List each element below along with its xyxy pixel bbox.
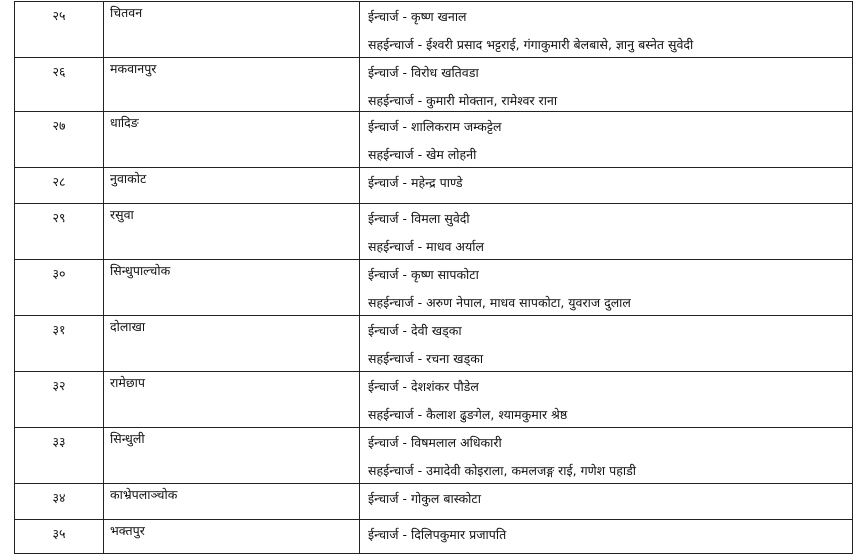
row-number: ३३ [15,428,104,484]
table-row [15,204,853,260]
co-incharge-text: सहईन्चार्ज - अरुण नेपाल, माधव सापकोटा, युवराज दुलाल [368,295,631,310]
incharge-text: ईन्चार्ज - कृष्ण सापकोटा [368,267,479,282]
incharge-text: ईन्चार्ज - देवी खड्का [368,323,462,338]
co-incharge-text: सहईन्चार्ज - माधव अर्याल [368,239,484,254]
co-incharge-text: सहईन्चार्ज - कुमारी मोक्तान, रामेश्वर राना [368,93,558,108]
co-incharge-text: सहईन्चार्ज - रचना खड्का [368,351,484,366]
district-name: धादिङ [104,112,360,168]
incharge-text: ईन्चार्ज - महेन्द्र पाण्डे [368,175,463,190]
responsibility-cell [360,204,853,260]
table-row [15,520,853,554]
incharge-text: ईन्चार्ज - विमला सुवेदी [368,211,470,226]
district-name: चितवन [104,2,360,58]
row-number: ३२ [15,372,104,428]
district-name: काभ्रेपलाञ्चोक [104,484,360,520]
responsibility-cell [360,372,853,428]
district-name: भक्तपुर [104,520,360,554]
co-incharge-text: सहईन्चार्ज - उमादेवी कोइराला, कमलजङ्ग राई, गणेश पहाडी [368,463,637,478]
table-row [15,58,853,112]
assignment-table [14,1,853,554]
responsibility-cell [360,168,853,204]
incharge-text: ईन्चार्ज - कृष्ण खनाल [368,9,467,24]
responsibility-cell [360,2,853,58]
incharge-text: ईन्चार्ज - विरोध खतिवडा [368,65,479,80]
district-name: सिन्धुली [104,428,360,484]
incharge-text: ईन्चार्ज - शालिकराम जम्कट्टेल [368,119,502,134]
row-number: ३५ [15,520,104,554]
table-row [15,316,853,372]
responsibility-cell [360,260,853,316]
row-number: २८ [15,168,104,204]
incharge-text: ईन्चार्ज - गोकुल बास्कोटा [368,491,481,506]
table-row [15,168,853,204]
district-name: सिन्धुपाल्चोक [104,260,360,316]
district-name: मकवानपुर [104,58,360,112]
table-row [15,112,853,168]
responsibility-cell [360,58,853,112]
co-incharge-text: सहईन्चार्ज - खेम लोहनी [368,147,477,162]
co-incharge-text: सहईन्चार्ज - ईश्वरी प्रसाद भट्टराई, गंगाकुमारी बेलबासे, ज्ञानु बस्नेत सुवेदी [368,37,694,52]
table-row [15,372,853,428]
row-number: २७ [15,112,104,168]
row-number: ३१ [15,316,104,372]
row-number: २९ [15,204,104,260]
responsibility-cell [360,112,853,168]
responsibility-cell [360,428,853,484]
incharge-text: ईन्चार्ज - देशशंकर पौडेल [368,379,479,394]
responsibility-cell [360,520,853,554]
incharge-text: ईन्चार्ज - दिलिपकुमार प्रजापति [368,527,507,542]
table-row [15,2,853,58]
row-number: २५ [15,2,104,58]
assignment-table-body [15,2,853,554]
table-row [15,484,853,520]
row-number: ३० [15,260,104,316]
co-incharge-text: सहईन्चार्ज - कैलाश ढुङगेल, श्यामकुमार श्रेष्ठ [368,407,568,422]
district-name: दोलाखा [104,316,360,372]
responsibility-cell [360,484,853,520]
district-name: रसुवा [104,204,360,260]
table-row [15,428,853,484]
responsibility-cell [360,316,853,372]
district-name: नुवाकोट [104,168,360,204]
incharge-text: ईन्चार्ज - विषमलाल अधिकारी [368,435,502,450]
table-row [15,260,853,316]
district-name: रामेछाप [104,372,360,428]
row-number: ३४ [15,484,104,520]
row-number: २६ [15,58,104,112]
